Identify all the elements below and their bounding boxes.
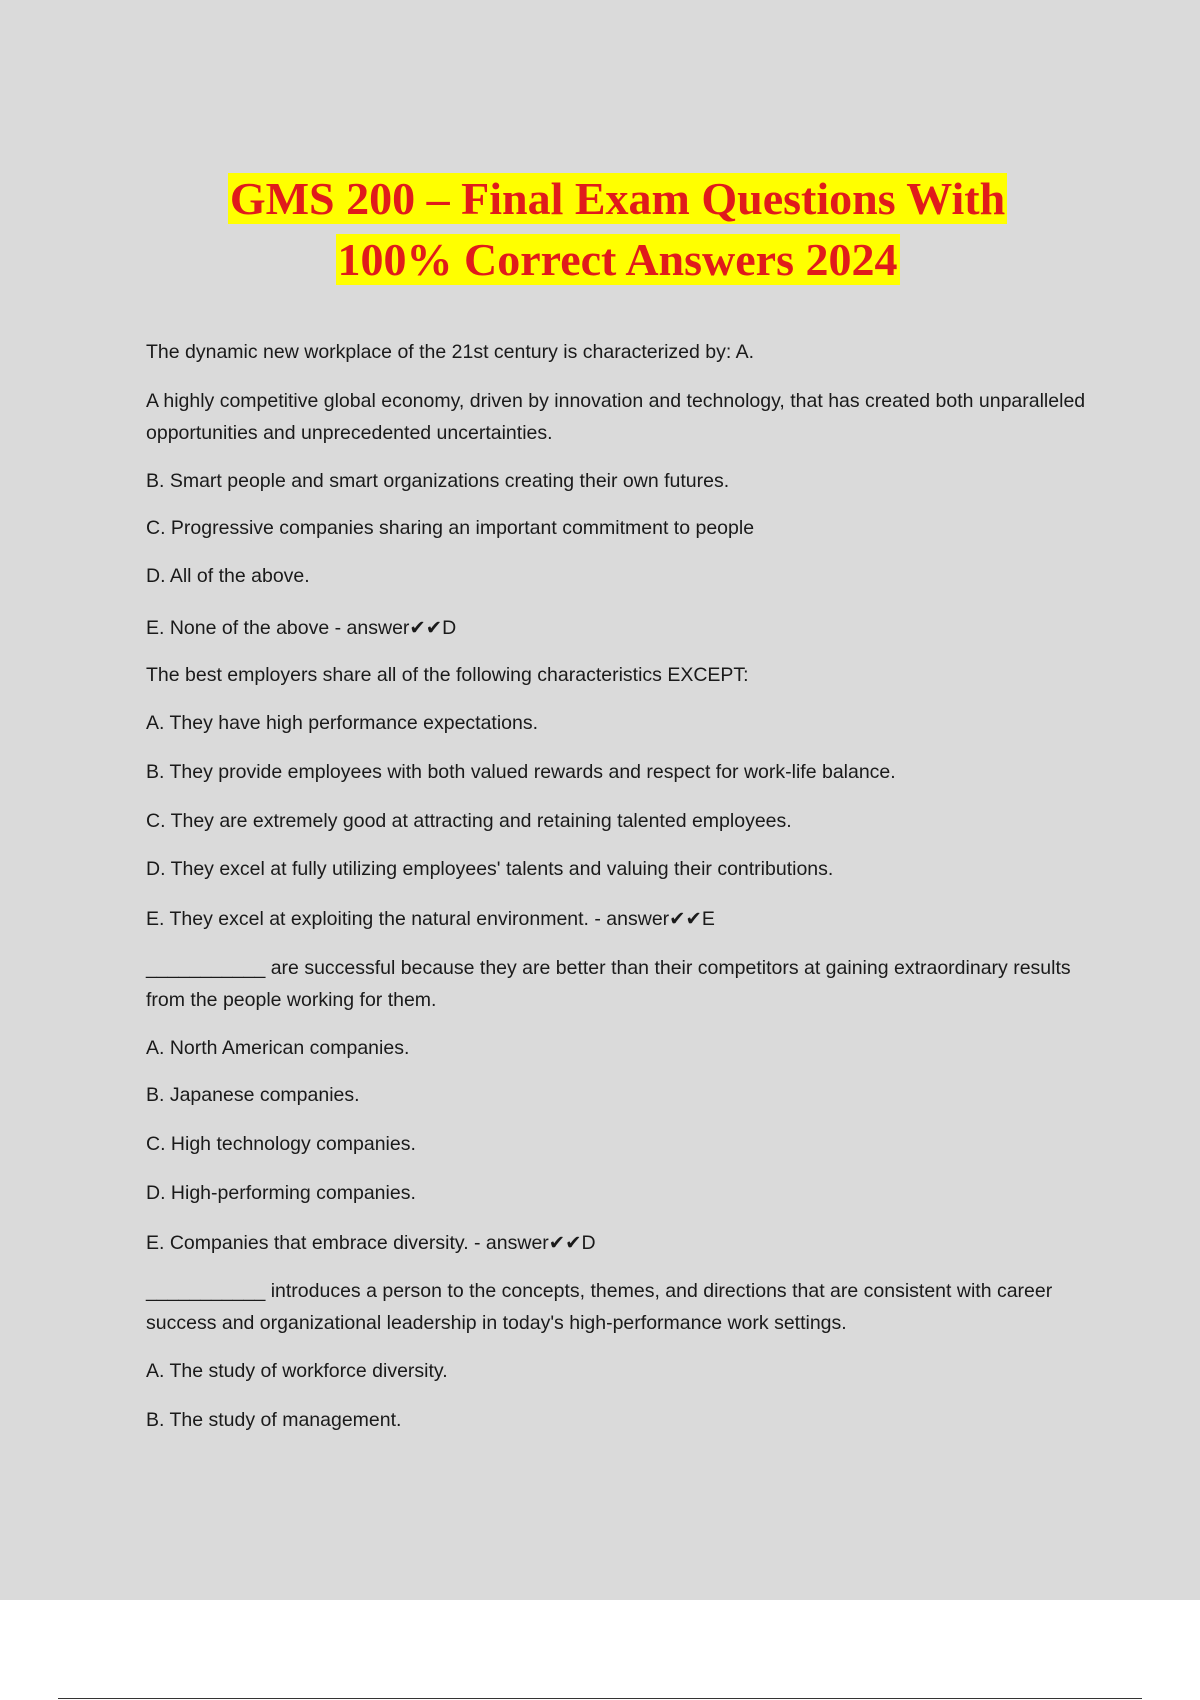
document-title <box>0 168 1200 290</box>
question-1-option-c: C. Progressive companies sharing an important commitment to people <box>146 517 755 539</box>
footer-divider <box>58 1698 1142 1699</box>
question-1-option-b: B. Smart people and smart organizations creating their own futures. <box>146 470 730 492</box>
question-3-option-b: B. Japanese companies. <box>146 1084 360 1106</box>
question-1-stem: The dynamic new workplace of the 21st century is characterized by: A. <box>146 341 755 363</box>
question-3-option-a: A. North American companies. <box>146 1037 410 1059</box>
title-line-2: 100% Correct Answers 2024 <box>337 234 898 285</box>
question-1-option-d: D. All of the above. <box>146 565 310 587</box>
question-2-option-a: A. They have high performance expectations. <box>146 712 539 734</box>
question-2-option-e-answer: E. They excel at exploiting the natural environment. - answer✔✔E <box>146 908 715 930</box>
question-2-option-d: D. They excel at fully utilizing employees' talents and valuing their contributions. <box>146 858 834 880</box>
question-1-option-e-answer: E. None of the above - answer✔✔D <box>146 617 457 639</box>
question-4-option-a: A. The study of workforce diversity. <box>146 1360 448 1382</box>
title-line-1: GMS 200 – Final Exam Questions With <box>229 173 1006 224</box>
question-4-option-b: B. The study of management. <box>146 1409 402 1431</box>
question-3-option-e-answer: E. Companies that embrace diversity. - answer✔✔D <box>146 1232 596 1254</box>
question-4-stem: ___________ introduces a person to the concepts, themes, and directions that are consistent with career success and organizational leadership in today's high-performance work settings. <box>146 1280 1053 1334</box>
question-3-option-c: C. High technology companies. <box>146 1133 416 1155</box>
question-3-stem: ___________ are successful because they are better than their competitors at gaining extraordinary results from the people working for them. <box>146 957 1071 1011</box>
question-2-option-b: B. They provide employees with both valued rewards and respect for work-life balance. <box>146 761 896 783</box>
question-3-option-d: D. High-performing companies. <box>146 1182 416 1204</box>
question-2-stem: The best employers share all of the following characteristics EXCEPT: <box>146 664 749 686</box>
question-2-option-c: C. They are extremely good at attracting and retaining talented employees. <box>146 810 792 832</box>
question-1-option-a: A highly competitive global economy, driven by innovation and technology, that has created both unparalleled opportunities and unprecedented uncertainties. <box>146 390 1086 444</box>
